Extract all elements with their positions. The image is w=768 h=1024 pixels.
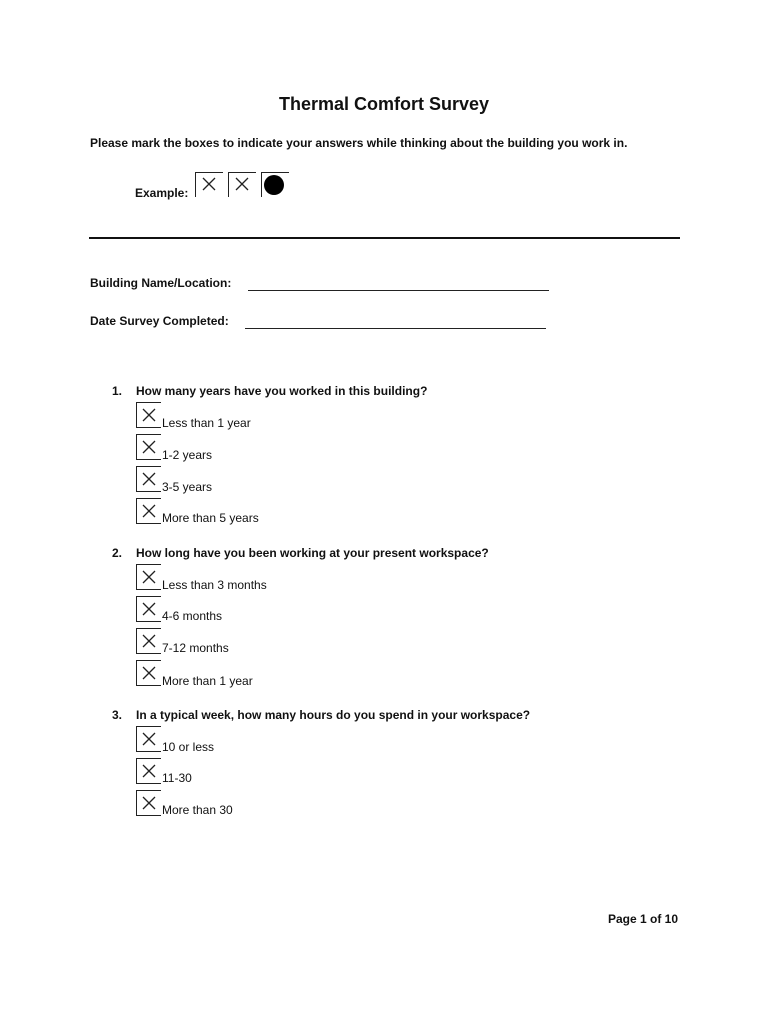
- option-checkbox[interactable]: [136, 596, 161, 622]
- example-label: Example:: [135, 186, 189, 200]
- question-1: [112, 384, 427, 398]
- option-label: 1-2 years: [162, 448, 213, 462]
- question-number: 1.: [112, 384, 123, 398]
- section-divider: [89, 237, 680, 239]
- example-box-x-1: [195, 172, 223, 197]
- x-mark-icon: [142, 764, 156, 778]
- option-label: Less than 3 months: [162, 578, 267, 592]
- x-mark-icon: [142, 602, 156, 616]
- option-checkbox[interactable]: [136, 790, 161, 816]
- example-box-filled: [261, 172, 289, 197]
- question-2: [112, 546, 489, 560]
- option-label: 10 or less: [162, 740, 215, 754]
- option-checkbox[interactable]: [136, 726, 161, 752]
- option-checkbox[interactable]: [136, 434, 161, 460]
- x-mark-icon: [142, 796, 156, 810]
- question-text: How long have you been working at your present workspace?: [136, 546, 489, 560]
- instructions: Please mark the boxes to indicate your answers while thinking about the building you work in.: [90, 136, 628, 150]
- question-text: How many years have you worked in this building?: [136, 384, 428, 398]
- question-text: In a typical week, how many hours do you spend in your workspace?: [136, 708, 531, 722]
- option-checkbox[interactable]: [136, 660, 161, 686]
- option-label: 7-12 months: [162, 641, 229, 655]
- option-label: 4-6 months: [162, 609, 223, 623]
- page-title: Thermal Comfort Survey: [278, 94, 490, 114]
- date-completed-label: Date Survey Completed:: [90, 314, 229, 328]
- date-completed-field[interactable]: [245, 328, 546, 329]
- building-name-field[interactable]: [248, 290, 549, 291]
- option-label: More than 5 years: [162, 511, 259, 525]
- option-checkbox[interactable]: [136, 466, 161, 492]
- x-mark-icon: [142, 472, 156, 486]
- question-number: 2.: [112, 546, 123, 560]
- example-box-x-2: [228, 172, 256, 197]
- option-checkbox[interactable]: [136, 758, 161, 784]
- option-label: More than 30: [162, 803, 233, 817]
- x-mark-icon: [142, 732, 156, 746]
- option-checkbox[interactable]: [136, 628, 161, 654]
- option-checkbox[interactable]: [136, 498, 161, 524]
- building-name-label: Building Name/Location:: [90, 276, 232, 290]
- option-label: 11-30: [162, 771, 192, 785]
- option-label: More than 1 year: [162, 674, 253, 688]
- x-mark-icon: [142, 504, 156, 518]
- filled-circle-icon: [263, 174, 285, 196]
- page-number: Page 1 of 10: [608, 912, 679, 926]
- option-label: Less than 1 year: [162, 416, 251, 430]
- x-mark-icon: [235, 177, 249, 191]
- option-checkbox[interactable]: [136, 564, 161, 590]
- question-3: [112, 708, 530, 722]
- option-label: 3-5 years: [162, 480, 213, 494]
- x-mark-icon: [142, 570, 156, 584]
- x-mark-icon: [142, 440, 156, 454]
- x-mark-icon: [142, 634, 156, 648]
- x-mark-icon: [142, 666, 156, 680]
- option-checkbox[interactable]: [136, 402, 161, 428]
- x-mark-icon: [202, 177, 216, 191]
- question-number: 3.: [112, 708, 123, 722]
- x-mark-icon: [142, 408, 156, 422]
